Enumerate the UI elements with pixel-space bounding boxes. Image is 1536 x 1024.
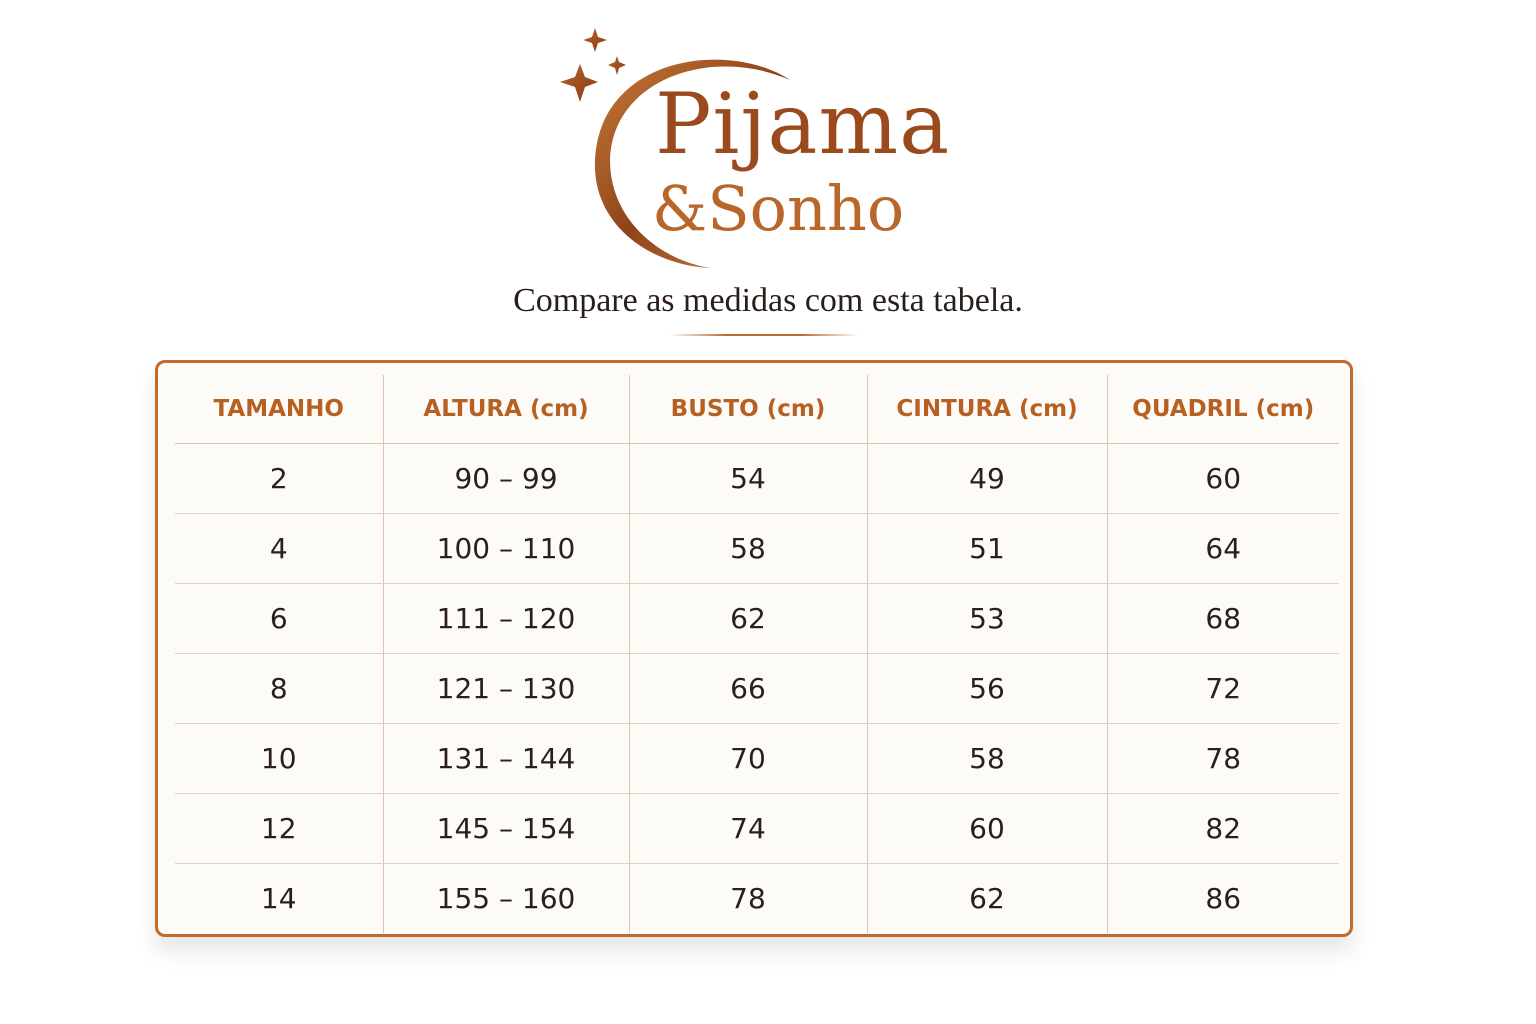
cell-size: 8	[175, 654, 383, 724]
cell-size: 10	[175, 724, 383, 794]
brand-name-line1: Pijama	[655, 75, 951, 173]
cell-size: 4	[175, 514, 383, 584]
cell-waist: 49	[867, 444, 1107, 514]
cell-hip: 60	[1107, 444, 1339, 514]
cell-height: 111 – 120	[383, 584, 629, 654]
column-header-height: ALTURA (cm)	[383, 375, 629, 444]
cell-bust: 58	[629, 514, 867, 584]
cell-height: 90 – 99	[383, 444, 629, 514]
cell-size: 6	[175, 584, 383, 654]
table-row	[175, 864, 1339, 934]
cell-size: 2	[175, 444, 383, 514]
subtitle-divider	[668, 334, 860, 336]
column-header-bust: BUSTO (cm)	[629, 375, 867, 444]
table-body	[175, 444, 1339, 934]
cell-height: 131 – 144	[383, 724, 629, 794]
page-subtitle: Compare as medidas com esta tabela.	[513, 282, 1023, 319]
cell-waist: 60	[867, 794, 1107, 864]
cell-bust: 62	[629, 584, 867, 654]
table-row	[175, 794, 1339, 864]
header-row	[175, 375, 1339, 444]
table-row	[175, 724, 1339, 794]
cell-height: 121 – 130	[383, 654, 629, 724]
column-header-waist: CINTURA (cm)	[867, 375, 1107, 444]
size-chart-table	[175, 375, 1339, 933]
cell-waist: 58	[867, 724, 1107, 794]
table-row	[175, 654, 1339, 724]
table-header	[175, 375, 1339, 444]
cell-waist: 56	[867, 654, 1107, 724]
cell-hip: 78	[1107, 724, 1339, 794]
cell-height: 145 – 154	[383, 794, 629, 864]
cell-waist: 62	[867, 864, 1107, 934]
column-header-hip: QUADRIL (cm)	[1107, 375, 1339, 444]
cell-size: 14	[260, 882, 297, 915]
size-chart-card	[155, 360, 1353, 937]
cell-hip: 72	[1107, 654, 1339, 724]
brand-logo	[540, 20, 951, 280]
cell-height: 100 – 110	[383, 514, 629, 584]
cell-hip: 86	[1107, 864, 1339, 934]
cell-bust: 74	[629, 794, 867, 864]
column-header-size: TAMANHO	[175, 375, 383, 444]
table-row	[175, 444, 1339, 514]
cell-bust: 78	[629, 864, 867, 934]
cell-bust: 54	[629, 444, 867, 514]
cell-hip: 68	[1107, 584, 1339, 654]
cell-waist: 51	[867, 514, 1107, 584]
sparkle-icon	[560, 28, 626, 102]
cell-height: 155 – 160	[383, 864, 629, 934]
cell-hip: 64	[1107, 514, 1339, 584]
cell-bust: 70	[629, 724, 867, 794]
cell-bust: 66	[629, 654, 867, 724]
brand-name-line2: &Sonho	[652, 172, 905, 245]
cell-hip: 82	[1107, 794, 1339, 864]
table-row	[175, 584, 1339, 654]
cell-size: 12	[175, 794, 383, 864]
cell-waist: 53	[867, 584, 1107, 654]
table-row	[175, 514, 1339, 584]
